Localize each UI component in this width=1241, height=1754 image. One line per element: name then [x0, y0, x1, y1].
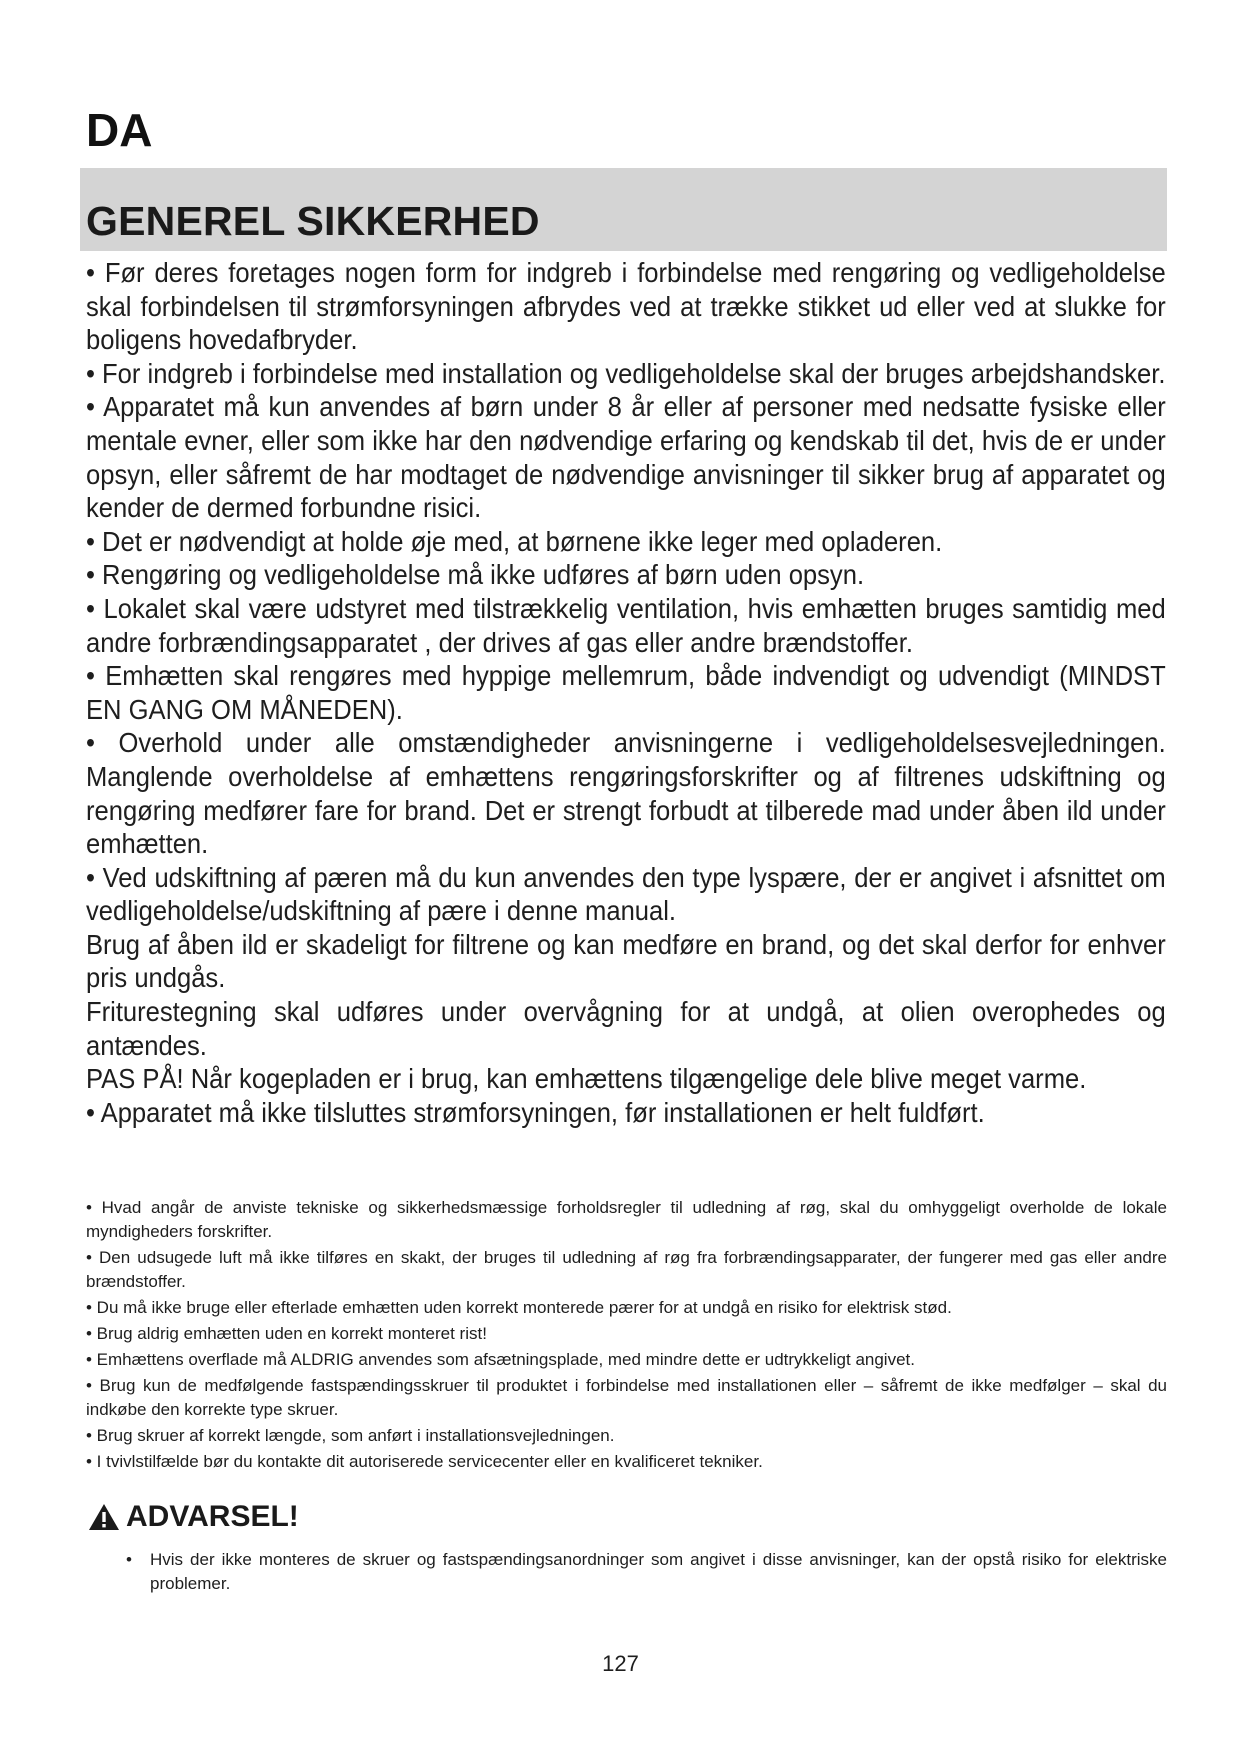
small-paragraph: • Brug skruer af korrekt længde, som anført i installationsvejledningen. [86, 1426, 615, 1445]
section-heading-band [80, 168, 1167, 251]
paragraph: • Apparatet må kun anvendes af børn under 8 år eller af personer med nedsatte fysiske eller mentale evner, eller som ikke har den nødvendige erfaring og kendskab til det, hvis de er under opsyn, eller såfremt de har modtaget de nødvendige anvisninger til sikker brug af apparatet og kender de dermed forbundne risici. [86, 391, 1166, 524]
paragraph: PAS PÅ! Når kogepladen er i brug, kan emhættens tilgængelige dele blive meget varme. [86, 1063, 1087, 1095]
small-paragraph: • Brug kun de medfølgende fastspændingsskruer til produktet i forbindelse med installationen eller – såfremt de ikke medfølger – skal du indkøbe den korrekte type skruer. [86, 1376, 1167, 1419]
main-safety-text [86, 256, 1166, 1129]
warning-heading [88, 1499, 299, 1535]
paragraph: • Ved udskiftning af pæren må du kun anvendes den type lyspære, der er angivet i afsnittet om vedligeholdelse/udskiftning af pære i denne manual. [86, 861, 1166, 927]
small-paragraph: • Du må ikke bruge eller efterlade emhætten uden korrekt monterede pærer for at undgå en risiko for elektrisk stød. [86, 1298, 952, 1317]
warning-list [126, 1548, 1167, 1596]
paragraph: Friturestegning skal udføres under overvågning for at undgå, at olien overophedes og antændes. [86, 996, 1166, 1061]
paragraph: • Lokalet skal være udstyret med tilstrækkelig ventilation, hvis emhætten bruges samtidig med andre forbrændingsapparatet , der drives af gas eller andre brændstoffer. [86, 592, 1166, 658]
bullet: • [126, 1550, 132, 1569]
section-heading: GENEREL SIKKERHED [86, 198, 540, 244]
page-number: 127 [602, 1651, 639, 1676]
paragraph: • Emhætten skal rengøres med hyppige mellemrum, både indvendigt og udvendigt (MINDST EN GANG OM MÅNEDEN). [86, 660, 1166, 725]
small-safety-text [86, 1196, 1167, 1476]
small-paragraph: • Emhættens overflade må ALDRIG anvendes som afsætningsplade, med mindre dette er udtrykkeligt angivet. [86, 1350, 915, 1369]
warning-item [126, 1548, 1167, 1596]
paragraph: • Overhold under alle omstændigheder anvisningerne i vedligeholdelsesvejledningen. Manglende overholdelse af emhættens rengøringsforskrifter og af filtrenes udskiftning og rengøring medfører fare for brand. Det er strengt forbudt at tilberede mad under åben ild under emhætten. [86, 727, 1166, 860]
small-paragraph: • I tvivlstilfælde bør du kontakte dit autoriserede servicecenter eller en kvalificeret tekniker. [86, 1452, 763, 1471]
small-paragraph: • Brug aldrig emhætten uden en korrekt monteret rist! [86, 1324, 487, 1343]
paragraph: • Rengøring og vedligeholdelse må ikke udføres af børn uden opsyn. [86, 559, 865, 591]
small-paragraph: • Den udsugede luft må ikke tilføres en skakt, der bruges til udledning af røg fra forbrændingsapparater, der fungerer med gas eller andre brændstoffer. [86, 1248, 1167, 1291]
paragraph: • Før deres foretages nogen form for indgreb i forbindelse med rengøring og vedligeholdelse skal forbindelsen til strømforsyningen afbrydes ved at trække stikket ud eller ved at slukke for boligens hovedafbryder. [86, 257, 1166, 356]
small-paragraph: • Hvad angår de anviste tekniske og sikkerhedsmæssige forholdsregler til udledning af røg, skal du omhyggeligt overholde de lokale myndigheders forskrifter. [86, 1198, 1167, 1241]
warning-text: Hvis der ikke monteres de skruer og fastspændingsanordninger som angivet i disse anvisninger, kan der opstå risiko for elektriske problemer. [150, 1550, 1167, 1593]
paragraph: • For indgreb i forbindelse med installation og vedligeholdelse skal der bruges arbejdshandsker. [86, 357, 1166, 389]
language-code: DA [86, 104, 153, 156]
paragraph: Brug af åben ild er skadeligt for filtrene og kan medføre en brand, og det skal derfor for enhver pris undgås. [86, 928, 1166, 994]
paragraph: • Det er nødvendigt at holde øje med, at børnene ikke leger med opladeren. [86, 525, 943, 557]
paragraph: • Apparatet må ikke tilsluttes strømforsyningen, før installationen er helt fuldført. [86, 1096, 985, 1128]
warning-triangle-icon [88, 1503, 120, 1531]
warning-title: ADVARSEL! [126, 1500, 299, 1533]
